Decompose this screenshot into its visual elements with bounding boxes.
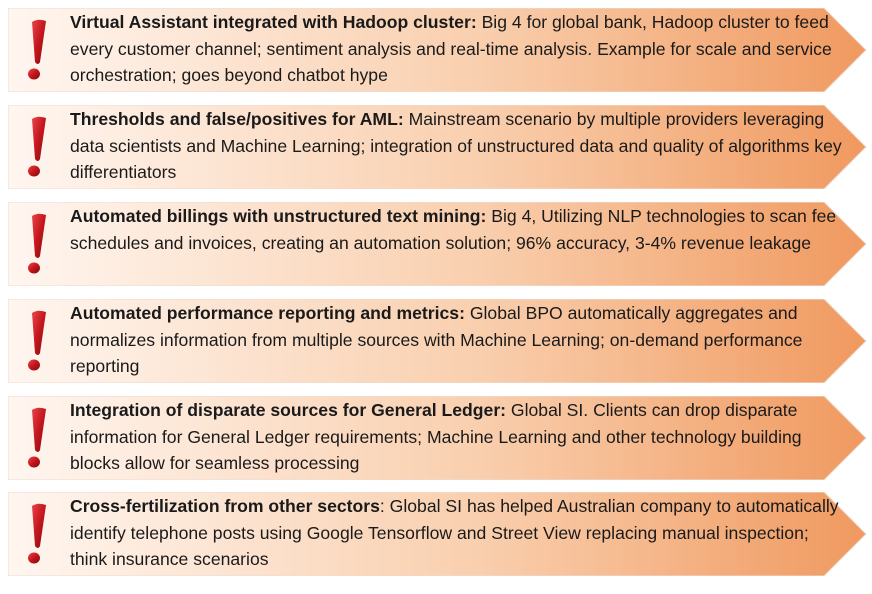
- scenario-item: [8, 202, 868, 286]
- scenario-text: [70, 203, 850, 256]
- scenario-title: Automated performance reporting and metrics:: [70, 303, 465, 323]
- scenario-item: [8, 8, 868, 92]
- scenario-text: [70, 9, 850, 89]
- scenario-text: [70, 493, 850, 573]
- exclamation-mark-icon: [18, 113, 58, 181]
- scenario-body: : Global SI has helped Australian company to automatically identify telephone posts using Google Tensorflow and Street View replacing manual inspection; think insurance scenarios: [70, 496, 839, 569]
- scenario-body: Global SI. Clients can drop disparate information for General Ledger requirements; Machine Learning and other technology building blocks allow for seamless processing: [70, 400, 802, 473]
- exclamation-mark-icon: [18, 210, 58, 278]
- scenario-item: [8, 299, 868, 383]
- scenario-title: Virtual Assistant integrated with Hadoop cluster:: [70, 12, 477, 32]
- scenario-body: Global BPO automatically aggregates and normalizes information from multiple sources with Machine Learning; on-demand performance reporting: [70, 303, 803, 376]
- scenario-item: [8, 492, 868, 576]
- scenario-body: Big 4, Utilizing NLP technologies to scan fee schedules and invoices, creating an automation solution; 96% accuracy, 3-4% revenue leakage: [70, 206, 837, 253]
- scenario-item: [8, 396, 868, 480]
- scenario-title: Cross-fertilization from other sectors: [70, 496, 380, 516]
- scenario-body: Mainstream scenario by multiple providers leveraging data scientists and Machine Learning; integration of unstructured data and quality of algorithms key differentiators: [70, 109, 842, 182]
- scenario-title: Integration of disparate sources for General Ledger:: [70, 400, 507, 420]
- exclamation-mark-icon: [18, 16, 58, 84]
- exclamation-mark-icon: [18, 307, 58, 375]
- scenario-text: [70, 300, 850, 380]
- exclamation-mark-icon: [18, 404, 58, 472]
- scenario-body: Big 4 for global bank, Hadoop cluster to feed every customer channel; sentiment analysis and real-time analysis. Example for scale and service orchestration; goes beyond chatbot hype: [70, 12, 832, 85]
- scenario-text: [70, 397, 850, 477]
- scenario-item: [8, 105, 868, 189]
- scenario-title: Automated billings with unstructured text mining:: [70, 206, 487, 226]
- scenario-text: [70, 106, 850, 186]
- scenario-title: Thresholds and false/positives for AML:: [70, 109, 404, 129]
- exclamation-mark-icon: [18, 500, 58, 568]
